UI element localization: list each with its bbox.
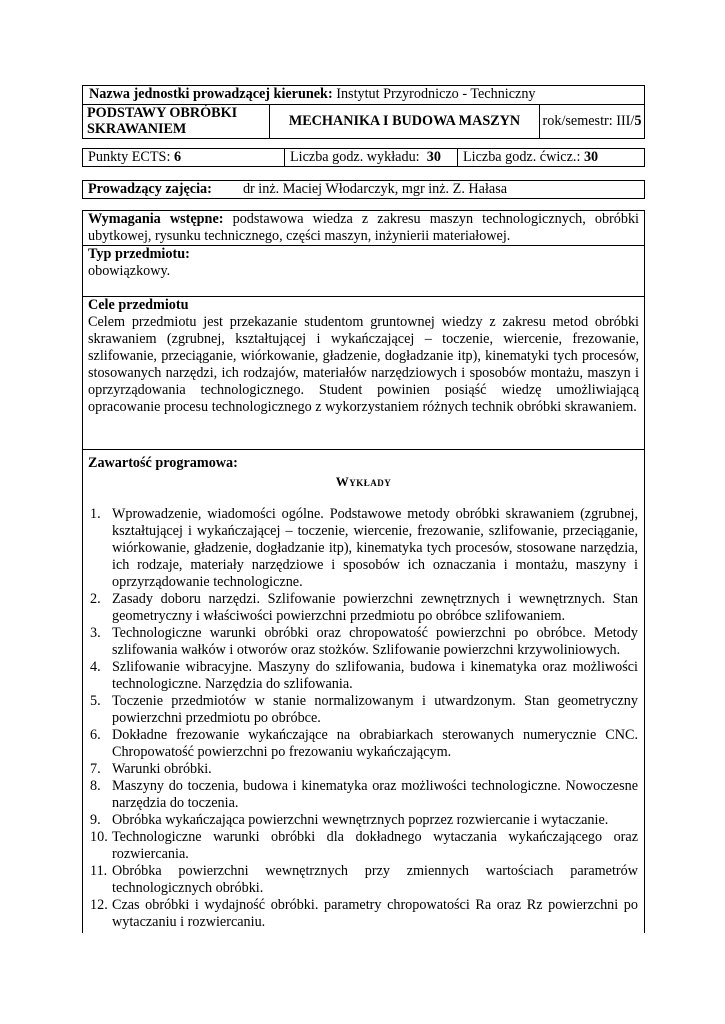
ects-label: Punkty ECTS: [88,149,171,165]
lecture-number: 8. [90,778,101,794]
goals-section [83,297,644,450]
lecture-text: Zasady doboru narzędzi. Szlifowanie powierzchni zewnętrznych i wewnętrznych. Stan geometryczny i właściwości powierzchni przedmiotu po obróbce szlifowaniem. [112,591,638,624]
unit-row [83,86,644,105]
unit-label: Nazwa jednostki prowadzącej kierunek: [89,86,333,102]
lecture-item [83,897,638,931]
exercise-hours [463,149,598,166]
lecture-number: 1. [90,506,101,522]
lecture-number: 9. [90,812,101,828]
course-row [83,104,644,138]
exercise-label: Liczba godz. ćwicz.: [463,149,581,165]
lecture-item [83,812,638,829]
lecture-number: 4. [90,659,101,675]
lecture-text: Technologiczne warunki obróbki oraz chropowatość powierzchni po obróbce. Metody szlifowania wałków i otworów oraz stożków. Szlifowanie powierzchni krzywoliniowych. [112,625,638,658]
ects-cell [88,149,181,166]
ects-value: 6 [173,149,182,165]
instructor-row [88,181,507,198]
field-name: MECHANIKA I BUDOWA MASZYN [288,113,521,129]
lecture-item [83,778,638,812]
exercise-cell [457,149,644,166]
exercise-value: 30 [583,149,599,165]
year-semester [540,113,644,130]
lecture-item [83,761,638,778]
type-value: obowiązkowy. [88,263,171,279]
instructor-table [82,180,645,199]
lecture-text: Szlifowanie wibracyjne. Maszyny do szlifowania, budowa i kinematyka oraz możliwości technologiczne. Narzędzia do szlifowania. [112,659,638,692]
goals-text: Celem przedmiotu jest przekazanie studentom gruntownej wiedzy z zakresu metod obróbki skrawaniem (zgrubnej, kształtującej i wykańczającej – toczenie, wiercenie, frezowanie, szlifowanie, przeciąganie, wiórkowanie, gładzenie, dogładzanie itp), kinematyki tych procesów, stosowanych narzędzi, ich rodzajów, materiałów narzędziowych i sposobów montażu, maszyn i oprzyrządowania technologicznego. Student powinien posiąść wiedzę umożliwiającą opracowanie procesu technologicznego z wykorzystaniem różnych technik obróbki skrawaniem. [88,314,639,415]
semester-value: 5 [634,113,642,129]
lecture-text: Obróbka powierzchni wewnętrznych przy zmiennych wartościach parametrów technologicznych obróbki. [112,863,638,896]
lecture-value: 30 [426,149,441,165]
unit-value: Instytut Przyrodniczo - Techniczny [336,86,536,102]
type-label: Typ przedmiotu: [88,246,190,262]
lecture-item [83,625,638,659]
lecture-label: Liczba godz. wykładu: [290,149,420,165]
lecture-number: 11. [90,863,108,879]
requirements-text: podstawowa wiedza z zakresu maszyn technologicznych, obróbki ubytkowej, rysunku technicznego, części maszyn, inżynierii materiałowej. [88,211,640,244]
lectures-heading: Wykłady [335,474,392,489]
lecture-list [83,506,644,931]
requirements-label: Wymagania wstępne: [88,211,224,227]
lecture-text: Dokładne frezowanie wykańczające na obrabiarkach sterowanych numerycznie CNC. Chropowatość powierzchni po frezowaniu wykańczającym. [112,727,638,760]
year-label: rok/semestr: III/ [542,113,635,129]
lecture-text: Maszyny do toczenia, budowa i kinematyka oraz możliwości technologiczne. Nowoczesne narzędzia do toczenia. [112,778,638,811]
requirements-section [83,211,644,246]
type-section [83,246,644,297]
lecture-text: Obróbka wykańczająca powierzchni wewnętrznych poprzez rozwiercanie i wytaczanie. [112,812,609,828]
field-cell [269,104,539,138]
lecture-item [83,591,638,625]
lecture-number: 10. [90,829,108,845]
year-cell [539,104,644,138]
instructor-value: dr inż. Maciej Włodarczyk, mgr inż. Z. Hałasa [242,181,508,197]
content-label: Zawartość programowa: [88,455,238,471]
lecture-item [83,659,638,693]
content-section [83,450,644,933]
lecture-number: 3. [90,625,101,641]
lecture-hours [290,149,441,166]
lecture-number: 7. [90,761,101,777]
lecture-item [83,506,638,591]
lecture-item [83,829,638,863]
lecture-item [83,727,638,761]
lecture-item [83,693,638,727]
goals-label: Cele przedmiotu [88,297,189,313]
lecture-text: Toczenie przedmiotów w stanie normalizowanym i utwardzonym. Stan geometryczny powierzchni przedmiotu po obróbce. [112,693,638,726]
lecture-cell [284,149,457,166]
lecture-text: Technologiczne warunki obróbki dla dokładnego wytaczania wykańczającego oraz rozwiercania. [112,829,638,862]
lecture-text: Czas obróbki i wydajność obróbki. parametry chropowatości Ra oraz Rz powierzchni po wytaczaniu i rozwiercaniu. [112,897,638,930]
program-table [82,210,645,933]
hours-table [82,148,645,167]
lecture-text: Wprowadzenie, wiadomości ogólne. Podstawowe metody obróbki skrawaniem (zgrubnej, kształtującej i wykańczającej – toczenie, wiercenie, frezowanie, szlifowanie, przeciąganie, wiórkowanie, gładzenie, dogładzanie itp), kinematyka tych procesów, stosowane narzędzia, ich rodzaje, materiały narzędziowe i sposobów ich oznaczania i montażu, maszyny i oprzyrządowanie technologiczne. [112,506,638,590]
lecture-number: 6. [90,727,101,743]
course-name: PODSTAWY OBRÓBKI SKRAWANIEM [87,105,238,137]
lecture-item [83,863,638,897]
lecture-number: 2. [90,591,101,607]
lecture-text: Warunki obróbki. [112,761,212,777]
lecture-number: 5. [90,693,101,709]
instructor-label: Prowadzący zajęcia: [88,181,212,197]
lecture-number: 12. [90,897,108,913]
header-table [82,85,645,139]
